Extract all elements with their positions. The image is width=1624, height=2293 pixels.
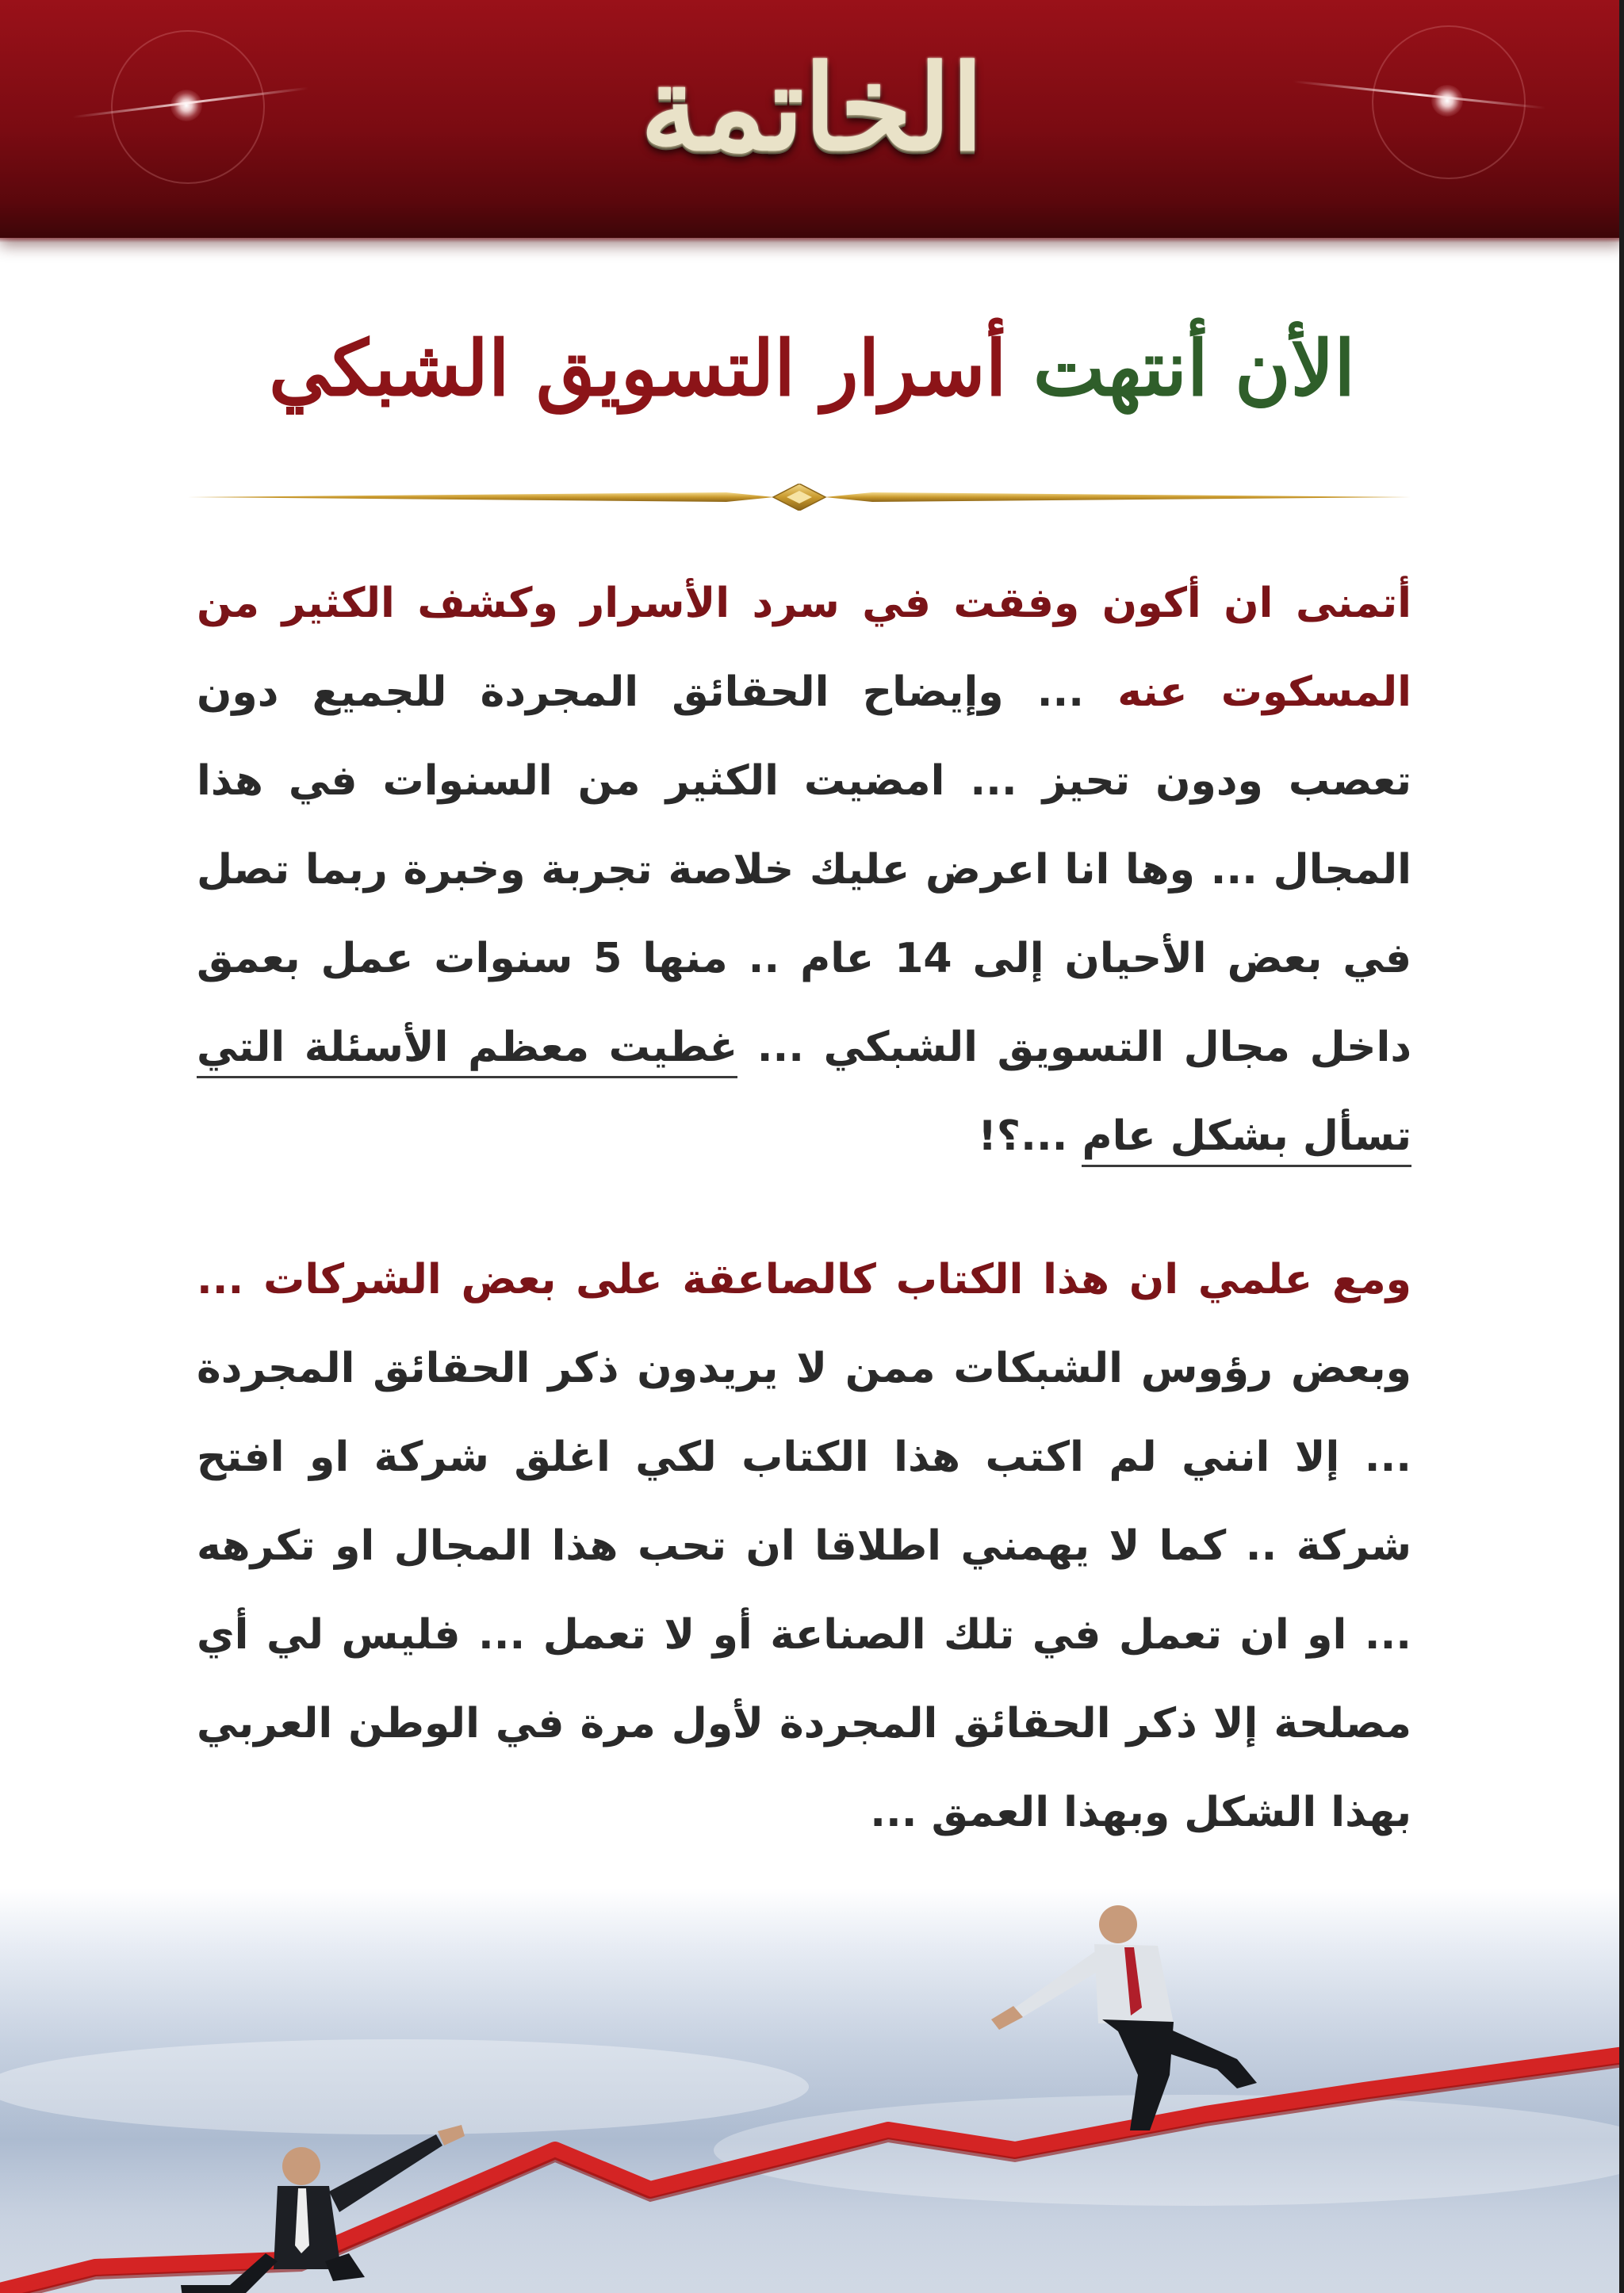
paragraph-1-lead: أتمنى ان أكون وفقت في سرد الأسرار وكشف الكثير من المسكوت عنه bbox=[197, 580, 1411, 716]
header-band bbox=[0, 0, 1624, 238]
paragraph-1 bbox=[197, 559, 1411, 1181]
page-subtitle bbox=[159, 313, 1465, 424]
page-edge-shadow bbox=[1619, 0, 1624, 2293]
businessmen-climbing-growth-line-icon bbox=[0, 1889, 1624, 2293]
paragraph-2-body: وبعض رؤوس الشبكات ممن لا يريدون ذكر الحقائق المجردة ... إلا انني لم اكتب هذا الكتاب لكي اغلق شركة او افتح شركة .. كما لا يهمني اطلاقا ان تحب هذا المجال او تكرهه ... او ان تعمل في تلك الصناعة أو لا تعمل ... فليس لي أي مصلحة إلا ذكر الحقائق المجردة لأول مرة في الوطن العربي بهذا الشكل وبهذا العمق ... bbox=[197, 1345, 1411, 1836]
subtitle-red-part: أسرار التسويق الشبكي bbox=[268, 323, 1007, 413]
subtitle-green-part: الأن أنتهت bbox=[1032, 323, 1356, 413]
paragraph-1-body: ... وإيضاح الحقائق المجردة للجميع دون تعصب ودون تحيز ... امضيت الكثير من السنوات في هذا المجال ... وها انا اعرض عليك خلاصة تجربة وخبرة ربما تصل في بعض الأحيان إلى 14 عام .. منها 5 سنوات عمل بعمق داخل مجال التسويق الشبكي ... bbox=[197, 668, 1411, 1071]
gold-ornament-divider-icon bbox=[187, 484, 1411, 511]
paragraph-2-lead: ومع علمي ان هذا الكتاب كالصاعقة على بعض الشركات ... bbox=[197, 1256, 1411, 1303]
paragraph-1-ending: ...؟! bbox=[978, 1112, 1082, 1160]
paragraph-2 bbox=[197, 1235, 1411, 1857]
banner-title: الخاتمة bbox=[640, 39, 984, 177]
paragraph-1-underlined: غطيت معظم الأسئلة التي تسأل بشكل عام bbox=[197, 1024, 1411, 1167]
